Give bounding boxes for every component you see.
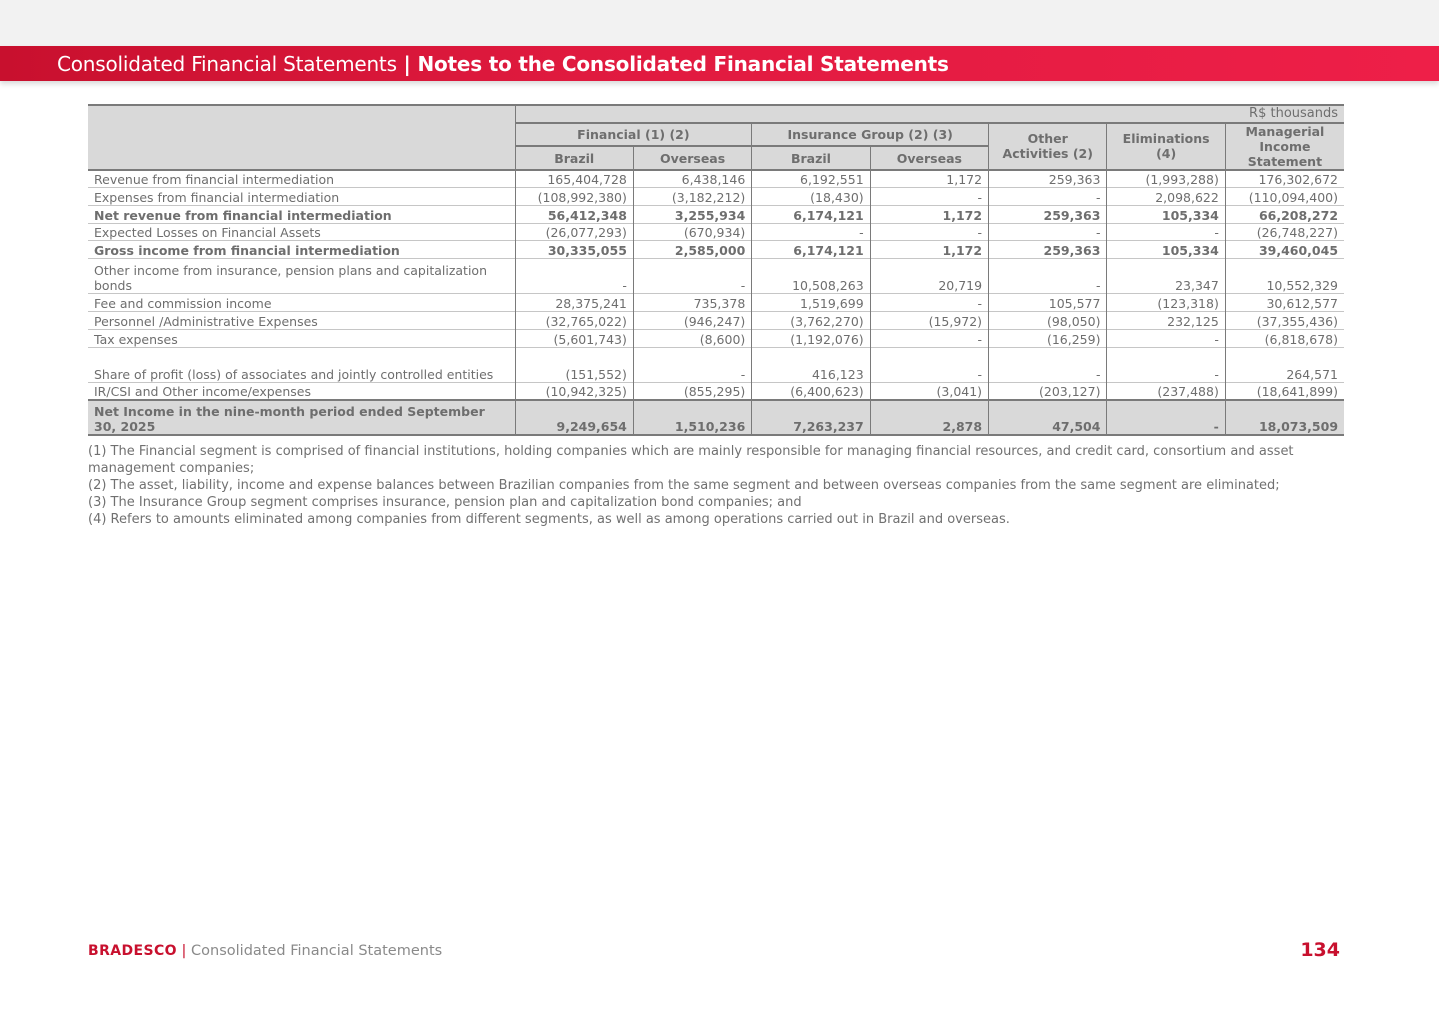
cell: 259,363	[989, 241, 1107, 259]
cell: (18,430)	[752, 188, 870, 206]
unit-label: R$ thousands	[515, 105, 1344, 123]
header-fin-overseas: Overseas	[633, 146, 751, 170]
footer-separator: |	[176, 943, 192, 959]
table-row	[88, 294, 1344, 312]
cell: -	[1107, 329, 1225, 347]
cell: (10,942,325)	[515, 382, 633, 400]
header-managerial: Managerial Income Statement	[1225, 123, 1344, 170]
cell: 1,519,699	[752, 294, 870, 312]
row-label: Share of profit (loss) of associates and jointly controlled entities	[94, 366, 494, 382]
cell: -	[989, 223, 1107, 241]
cell: 2,878	[870, 400, 988, 435]
cell: 30,335,055	[515, 241, 633, 259]
cell: 47,504	[989, 400, 1107, 435]
footnote: (4) Refers to amounts eliminated among companies from different segments, as well as among operations carried out in Brazil and overseas.	[88, 512, 1010, 527]
cell: (237,488)	[1107, 382, 1225, 400]
cell: 1,510,236	[633, 400, 751, 435]
table-row	[88, 170, 1344, 188]
cell: (1,993,288)	[1107, 170, 1225, 188]
cell: (6,818,678)	[1225, 329, 1344, 347]
cell: 259,363	[989, 170, 1107, 188]
cell: (123,318)	[1107, 294, 1225, 312]
segment-income-table	[88, 104, 1344, 436]
cell: -	[752, 223, 870, 241]
cell: 416,123	[752, 347, 870, 382]
row-label: Net Income in the nine-month period ended September 30, 2025	[88, 400, 515, 435]
cell: 105,334	[1107, 205, 1225, 223]
section-banner	[0, 46, 1439, 81]
header-fin-brazil: Brazil	[515, 146, 633, 170]
header-other-activities: Other Activities (2)	[989, 123, 1107, 170]
row-label: Expected Losses on Financial Assets	[94, 225, 321, 241]
cell: 39,460,045	[1225, 241, 1344, 259]
banner-page-title: Notes to the Consolidated Financial Statements	[417, 52, 949, 76]
cell: -	[515, 259, 633, 294]
page-number: 134	[1300, 939, 1340, 961]
cell: 6,438,146	[633, 170, 751, 188]
row-label: Net revenue from financial intermediation	[94, 207, 392, 223]
cell: 20,719	[870, 259, 988, 294]
cell: (203,127)	[989, 382, 1107, 400]
banner-title	[57, 52, 949, 76]
cell: (3,182,212)	[633, 188, 751, 206]
cell: -	[870, 347, 988, 382]
cell: 2,585,000	[633, 241, 751, 259]
row-label: Personnel /Administrative Expenses	[94, 313, 318, 329]
cell: -	[989, 259, 1107, 294]
cell: 1,172	[870, 170, 988, 188]
table-row	[88, 347, 1344, 382]
cell: 735,378	[633, 294, 751, 312]
cell: (26,077,293)	[515, 223, 633, 241]
row-label: Revenue from financial intermediation	[94, 172, 335, 188]
header-insurance: Insurance Group (2) (3)	[752, 123, 989, 147]
table-row	[88, 223, 1344, 241]
cell: 23,347	[1107, 259, 1225, 294]
cell: -	[870, 188, 988, 206]
header-financial: Financial (1) (2)	[515, 123, 752, 147]
row-label: Tax expenses	[94, 331, 178, 347]
cell: -	[989, 188, 1107, 206]
cell: -	[870, 329, 988, 347]
header-blank	[88, 105, 515, 170]
cell: (15,972)	[870, 312, 988, 330]
cell: 6,174,121	[752, 241, 870, 259]
cell: (37,355,436)	[1225, 312, 1344, 330]
cell: -	[1107, 400, 1225, 435]
row-label: Expenses from financial intermediation	[94, 189, 340, 205]
cell: -	[1107, 347, 1225, 382]
cell: (108,992,380)	[515, 188, 633, 206]
cell: 9,249,654	[515, 400, 633, 435]
brand-name: BRADESCO	[88, 943, 177, 959]
cell: 66,208,272	[1225, 205, 1344, 223]
cell: (6,400,623)	[752, 382, 870, 400]
cell: (32,765,022)	[515, 312, 633, 330]
cell: (110,094,400)	[1225, 188, 1344, 206]
cell: 105,334	[1107, 241, 1225, 259]
cell: 1,172	[870, 241, 988, 259]
cell: 259,363	[989, 205, 1107, 223]
cell: 3,255,934	[633, 205, 751, 223]
cell: -	[633, 259, 751, 294]
header-ins-overseas: Overseas	[870, 146, 988, 170]
footnote: (1) The Financial segment is comprised of financial institutions, holding companies which are mainly responsible for managing financial resources, and credit card, consortium and asset management companies;	[88, 444, 1294, 476]
table-row	[88, 188, 1344, 206]
cell: 56,412,348	[515, 205, 633, 223]
page-footer	[88, 943, 442, 959]
banner-section: Consolidated Financial Statements	[57, 52, 397, 76]
row-label: IR/CSI and Other income/expenses	[94, 383, 311, 399]
banner-separator: |	[396, 52, 418, 76]
cell: -	[633, 347, 751, 382]
cell: (26,748,227)	[1225, 223, 1344, 241]
cell: (5,601,743)	[515, 329, 633, 347]
header-ins-brazil: Brazil	[752, 146, 870, 170]
cell: 165,404,728	[515, 170, 633, 188]
table-row	[88, 329, 1344, 347]
cell: 10,552,329	[1225, 259, 1344, 294]
cell: (3,762,270)	[752, 312, 870, 330]
cell: 1,172	[870, 205, 988, 223]
cell: (1,192,076)	[752, 329, 870, 347]
cell: (670,934)	[633, 223, 751, 241]
cell: (16,259)	[989, 329, 1107, 347]
cell: (946,247)	[633, 312, 751, 330]
table-row	[88, 241, 1344, 259]
cell: 10,508,263	[752, 259, 870, 294]
top-margin	[0, 0, 1439, 46]
cell: 2,098,622	[1107, 188, 1225, 206]
cell: 105,577	[989, 294, 1107, 312]
cell: 264,571	[1225, 347, 1344, 382]
row-label: Gross income from financial intermediation	[94, 243, 400, 259]
cell: 6,174,121	[752, 205, 870, 223]
cell: 18,073,509	[1225, 400, 1344, 435]
cell: (855,295)	[633, 382, 751, 400]
cell: 28,375,241	[515, 294, 633, 312]
cell: 232,125	[1107, 312, 1225, 330]
footnote: (3) The Insurance Group segment comprises insurance, pension plan and capitalization bond companies; and	[88, 495, 802, 510]
footer-doc-title: Consolidated Financial Statements	[191, 943, 443, 959]
cell: -	[989, 347, 1107, 382]
cell: 176,302,672	[1225, 170, 1344, 188]
cell: (8,600)	[633, 329, 751, 347]
footnote: (2) The asset, liability, income and expense balances between Brazilian companies from the same segment and between overseas companies from the same segment are eliminated;	[88, 478, 1280, 493]
cell: 7,263,237	[752, 400, 870, 435]
table-row	[88, 259, 1344, 294]
cell: (3,041)	[870, 382, 988, 400]
cell: 30,612,577	[1225, 294, 1344, 312]
cell: -	[1107, 223, 1225, 241]
table-row	[88, 382, 1344, 400]
cell: (98,050)	[989, 312, 1107, 330]
table-row	[88, 205, 1344, 223]
row-label: Other income from insurance, pension plans and capitalization bonds	[94, 263, 487, 294]
footnotes	[88, 443, 1344, 528]
cell: -	[870, 223, 988, 241]
row-label: Fee and commission income	[94, 296, 272, 312]
cell: -	[870, 294, 988, 312]
cell: (151,552)	[515, 347, 633, 382]
header-eliminations: Eliminations (4)	[1107, 123, 1225, 170]
table-row	[88, 312, 1344, 330]
cell: 6,192,551	[752, 170, 870, 188]
cell: (18,641,899)	[1225, 382, 1344, 400]
table-total-row	[88, 400, 1344, 435]
